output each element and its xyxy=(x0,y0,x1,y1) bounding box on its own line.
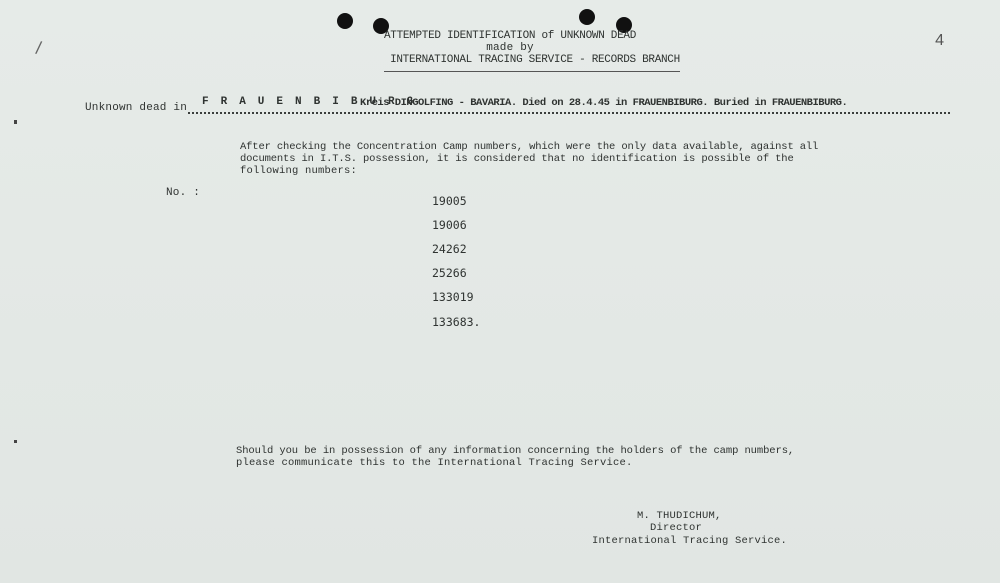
place-of-death-town: F R A U E N B I B U R G xyxy=(202,96,416,108)
branch-line: INTERNATIONAL TRACING SERVICE - RECORDS BRANCH xyxy=(390,54,680,66)
numbers-label: No. : xyxy=(166,187,201,199)
body-line-3: following numbers: xyxy=(240,165,358,177)
camp-number: 133019 xyxy=(432,290,474,304)
punch-hole-right-1 xyxy=(579,9,595,25)
document-title: ATTEMPTED IDENTIFICATION of UNKNOWN DEAD xyxy=(383,30,637,42)
signature-name: M. THUDICHUM, xyxy=(637,510,722,522)
body-line-1: After checking the Concentration Camp numbers, which were the only data available, against all xyxy=(240,141,819,153)
closing-line-1: Should you be in possession of any information concerning the holders of the camp numbers, xyxy=(236,445,795,457)
camp-number: 25266 xyxy=(432,266,467,280)
signature-org: International Tracing Service. xyxy=(592,535,788,547)
signature-title: Director xyxy=(650,522,703,534)
camp-number: 19006 xyxy=(432,218,467,232)
made-by-line: made by xyxy=(486,42,534,54)
camp-number: 133683. xyxy=(432,315,481,329)
header-underline xyxy=(384,71,680,72)
unknown-dead-label: Unknown dead in xyxy=(85,102,188,114)
body-line-2: documents in I.T.S. possession, it is considered that no identification is possible of the xyxy=(240,153,794,165)
camp-number: 19005 xyxy=(432,194,467,208)
punch-hole-left-1 xyxy=(337,13,353,29)
camp-number: 24262 xyxy=(432,242,467,256)
place-of-death-details: Kreis DINGOLFING - BAVARIA. Died on 28.4.45 in FRAUENBIBURG. Buried in FRAUENBIBURG. xyxy=(360,97,848,109)
closing-line-2: please communicate this to the International Tracing Service. xyxy=(236,457,633,469)
margin-mark: / xyxy=(34,37,43,59)
margin-tick xyxy=(14,440,17,443)
unknown-dead-underline xyxy=(188,112,950,114)
page-number: 4 xyxy=(935,32,944,49)
margin-tick xyxy=(14,120,17,124)
